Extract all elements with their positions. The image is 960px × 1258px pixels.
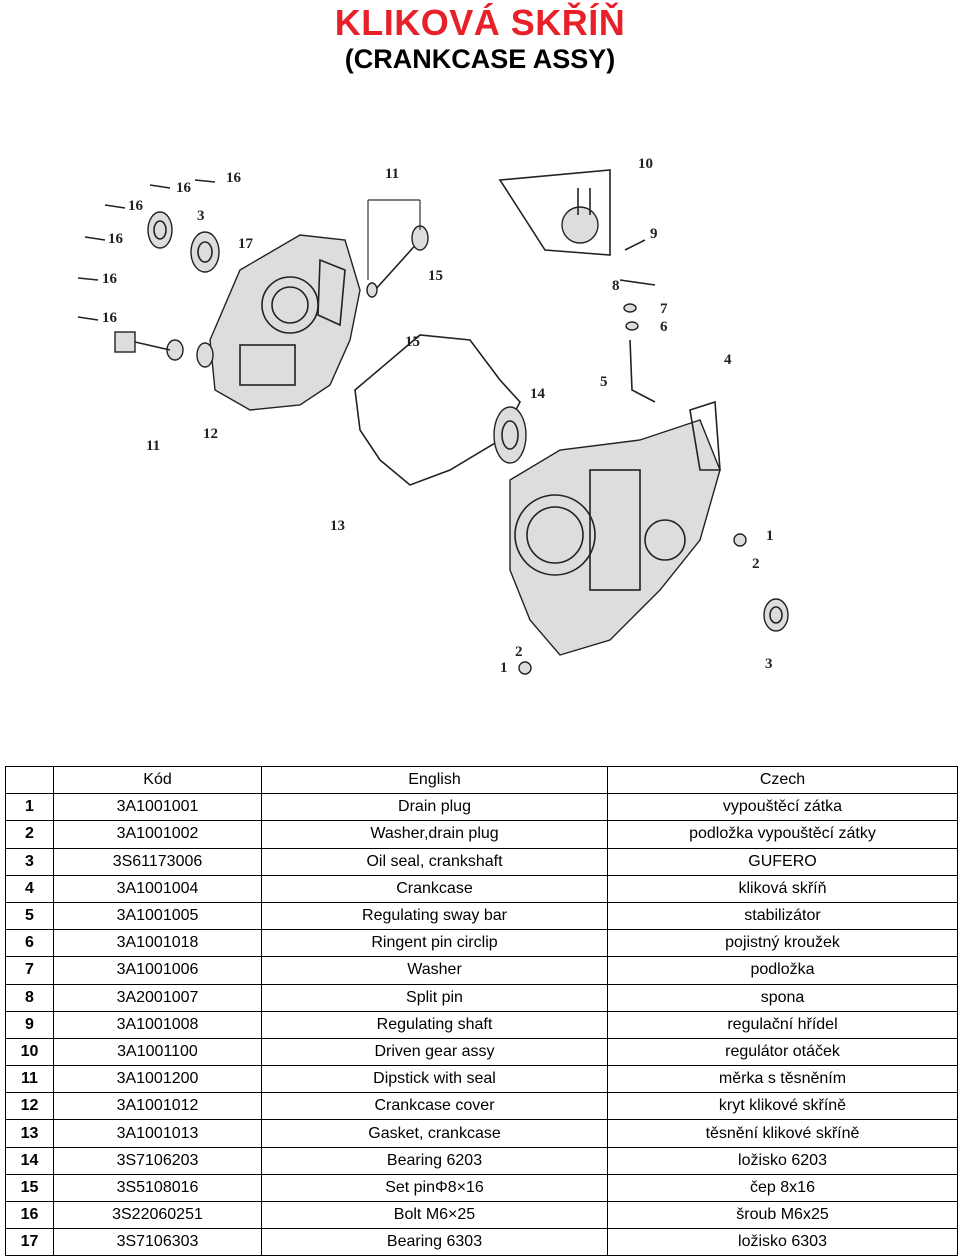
cell-code: 3A1001018 xyxy=(54,930,262,957)
cell-number: 14 xyxy=(6,1147,54,1174)
cell-czech: regulační hřídel xyxy=(608,1011,958,1038)
callout-15a: 15 xyxy=(428,268,443,284)
cell-code: 3S7106203 xyxy=(54,1147,262,1174)
gasket-drawing xyxy=(355,335,520,485)
cell-english: Bolt M6×25 xyxy=(262,1202,608,1229)
page-title: KLIKOVÁ SKŘÍŇ xyxy=(334,2,626,43)
dipstick-drawing xyxy=(367,200,428,297)
callout-14: 14 xyxy=(530,386,545,402)
header-code: Kód xyxy=(54,767,262,794)
callout-4: 4 xyxy=(724,352,732,368)
table-row xyxy=(6,984,958,1011)
table-row xyxy=(6,1202,958,1229)
cell-code: 3A1001012 xyxy=(54,1093,262,1120)
cell-number: 9 xyxy=(6,1011,54,1038)
table-row xyxy=(6,1147,958,1174)
cell-czech: ložisko 6303 xyxy=(608,1229,958,1256)
cell-czech: GUFERO xyxy=(608,848,958,875)
callout-15b: 15 xyxy=(405,334,420,350)
cell-code: 3A1001002 xyxy=(54,821,262,848)
cell-code: 3A1001100 xyxy=(54,1038,262,1065)
cell-czech: měrka s těsněním xyxy=(608,1066,958,1093)
cell-english: Washer,drain plug xyxy=(262,821,608,848)
table-row xyxy=(6,1011,958,1038)
cell-czech: šroub M6x25 xyxy=(608,1202,958,1229)
table-row xyxy=(6,821,958,848)
table-row xyxy=(6,902,958,929)
table-header-row xyxy=(6,767,958,794)
callout-9: 9 xyxy=(650,226,658,242)
cell-english: Crankcase xyxy=(262,875,608,902)
callout-3a: 3 xyxy=(197,208,205,224)
callout-3b: 3 xyxy=(765,656,773,672)
cell-code: 3S5108016 xyxy=(54,1174,262,1201)
cell-number: 7 xyxy=(6,957,54,984)
shaft-parts-drawing xyxy=(620,240,655,402)
cell-czech: podložka vypouštěcí zátky xyxy=(608,821,958,848)
cell-english: Driven gear assy xyxy=(262,1038,608,1065)
callout-16a: 16 xyxy=(226,170,241,186)
table-row xyxy=(6,1093,958,1120)
cell-english: Dipstick with seal xyxy=(262,1066,608,1093)
cell-english: Ringent pin circlip xyxy=(262,930,608,957)
cell-number: 6 xyxy=(6,930,54,957)
cell-czech: spona xyxy=(608,984,958,1011)
cell-number: 10 xyxy=(6,1038,54,1065)
cell-english: Gasket, crankcase xyxy=(262,1120,608,1147)
cell-czech: ložisko 6203 xyxy=(608,1147,958,1174)
cell-code: 3A2001007 xyxy=(54,984,262,1011)
cell-number: 16 xyxy=(6,1202,54,1229)
cell-czech: kliková skříň xyxy=(608,875,958,902)
crankcase-cover-drawing xyxy=(210,235,360,410)
header-czech: Czech xyxy=(608,767,958,794)
table-row xyxy=(6,1066,958,1093)
cell-number: 15 xyxy=(6,1174,54,1201)
table-row xyxy=(6,1038,958,1065)
callout-5: 5 xyxy=(600,374,608,390)
callout-12: 12 xyxy=(203,426,218,442)
cell-english: Crankcase cover xyxy=(262,1093,608,1120)
cell-code: 3A1001001 xyxy=(54,794,262,821)
cell-english: Oil seal, crankshaft xyxy=(262,848,608,875)
header-number xyxy=(6,767,54,794)
cell-number: 4 xyxy=(6,875,54,902)
cell-code: 3A1001008 xyxy=(54,1011,262,1038)
bearing-drawing xyxy=(494,407,526,463)
callout-16b: 16 xyxy=(176,180,191,196)
page-subtitle: (CRANKCASE ASSY) xyxy=(344,44,616,74)
header-english: English xyxy=(262,767,608,794)
cell-code: 3A1001013 xyxy=(54,1120,262,1147)
table-row xyxy=(6,957,958,984)
cell-number: 1 xyxy=(6,794,54,821)
cell-number: 17 xyxy=(6,1229,54,1256)
table-row xyxy=(6,930,958,957)
table-row xyxy=(6,1229,958,1256)
cell-code: 3S22060251 xyxy=(54,1202,262,1229)
cell-code: 3A1001005 xyxy=(54,902,262,929)
seals-left-drawing xyxy=(115,212,219,367)
governor-drawing xyxy=(500,170,610,255)
table-row xyxy=(6,875,958,902)
table-row xyxy=(6,794,958,821)
crankcase-drawing xyxy=(510,402,720,655)
callout-7: 7 xyxy=(660,301,668,317)
callout-11b: 11 xyxy=(146,438,161,454)
table-row xyxy=(6,848,958,875)
table-row xyxy=(6,1174,958,1201)
cell-czech: regulátor otáček xyxy=(608,1038,958,1065)
callout-1a: 1 xyxy=(766,528,774,544)
cell-czech: pojistný kroužek xyxy=(608,930,958,957)
cell-czech: stabilizátor xyxy=(608,902,958,929)
cell-english: Bearing 6303 xyxy=(262,1229,608,1256)
cell-number: 2 xyxy=(6,821,54,848)
callout-16f: 16 xyxy=(102,310,117,326)
cell-number: 12 xyxy=(6,1093,54,1120)
callout-1b: 1 xyxy=(500,660,508,676)
cell-english: Split pin xyxy=(262,984,608,1011)
cell-code: 3S7106303 xyxy=(54,1229,262,1256)
callout-16e: 16 xyxy=(102,271,117,287)
cell-english: Regulating sway bar xyxy=(262,902,608,929)
callout-13: 13 xyxy=(330,518,345,534)
cell-code: 3A1001200 xyxy=(54,1066,262,1093)
cell-czech: kryt klikové skříně xyxy=(608,1093,958,1120)
cell-number: 5 xyxy=(6,902,54,929)
callout-11a: 11 xyxy=(385,166,400,182)
callout-16c: 16 xyxy=(128,198,143,214)
cell-english: Bearing 6203 xyxy=(262,1147,608,1174)
cell-czech: podložka xyxy=(608,957,958,984)
cell-english: Regulating shaft xyxy=(262,1011,608,1038)
cell-english: Washer xyxy=(262,957,608,984)
cell-number: 3 xyxy=(6,848,54,875)
callout-2b: 2 xyxy=(515,644,523,660)
cell-czech: těsnění klikové skříně xyxy=(608,1120,958,1147)
callout-10: 10 xyxy=(638,156,653,172)
cell-code: 3A1001006 xyxy=(54,957,262,984)
callout-16d: 16 xyxy=(108,231,123,247)
table-row xyxy=(6,1120,958,1147)
cell-czech: čep 8x16 xyxy=(608,1174,958,1201)
cell-czech: vypouštěcí zátka xyxy=(608,794,958,821)
cell-number: 13 xyxy=(6,1120,54,1147)
crankcase-exploded-diagram xyxy=(0,140,960,700)
cell-number: 11 xyxy=(6,1066,54,1093)
cell-english: Set pinΦ8×16 xyxy=(262,1174,608,1201)
callout-2a: 2 xyxy=(752,556,760,572)
callout-6: 6 xyxy=(660,319,668,335)
parts-table xyxy=(5,766,958,1256)
cell-code: 3A1001004 xyxy=(54,875,262,902)
cell-code: 3S61173006 xyxy=(54,848,262,875)
callout-8: 8 xyxy=(612,278,620,294)
callout-17: 17 xyxy=(238,236,253,252)
cell-number: 8 xyxy=(6,984,54,1011)
cell-english: Drain plug xyxy=(262,794,608,821)
